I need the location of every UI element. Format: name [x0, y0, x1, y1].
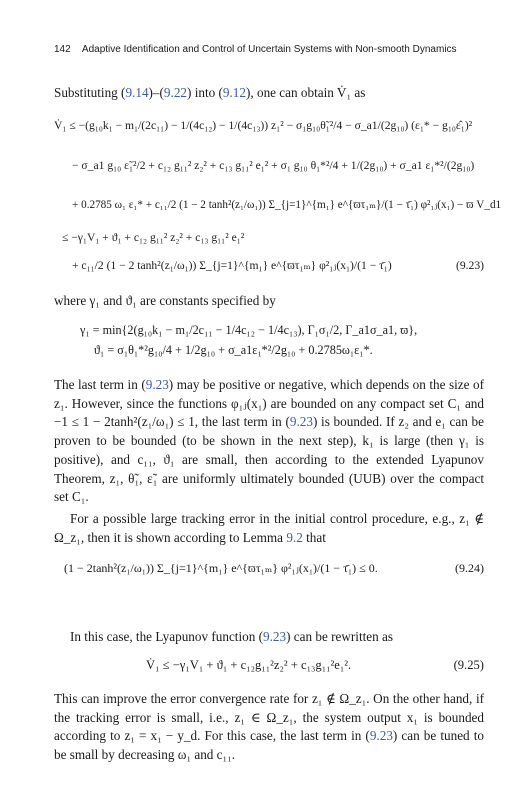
lemma-link[interactable]: 9.2: [286, 529, 303, 545]
equation-9-25: [146, 657, 484, 675]
equation-link[interactable]: 9.23: [289, 414, 313, 430]
para2-text-b: that: [302, 529, 326, 545]
equation-number: (9.23): [455, 259, 484, 272]
para4-text-a: This can improve the error convergence rate for z₁ ∉ Ω_z₁. On the other hand, if the tracking error is small, i.e., z₁ ∈ Ω_z₁, the system output x₁ is bounded according to z₁ = x₁ − y_d. For this case, the last term in (: [54, 691, 484, 744]
equation-9-24: [64, 560, 484, 577]
para4-text-b: ) can be tuned to be small by decreasing ω₁ and c₁₁.: [54, 728, 484, 763]
eq-9-25-expr: V̇₁ ≤ −γ₁V₁ + ϑ₁ + c₁₂g₁₁²z₂² + c₁₃g₁₁²e₁².: [146, 658, 352, 672]
equation-link[interactable]: 9.14: [125, 85, 149, 100]
intro-line: [54, 84, 484, 103]
eq-9-23-line-4: ≤ −γ₁V₁ + ϑ₁ + c₁₂ g₁₁² z₂² + c₁₃ g₁₁² e₁²: [62, 231, 245, 244]
para1-text-a: The last term in (: [54, 377, 146, 392]
paragraph-1: [54, 376, 484, 507]
where-line: where γ₁ and ϑ₁ are constants specified by: [54, 293, 276, 308]
equation-number: (9.25): [453, 658, 484, 672]
eq-9-24-expr: (1 − 2tanh²(z₁/ω₁)) Σ_{j=1}^{m₁} e^{ϖτ₁ₘ} φ²₁ⱼ(x₁)/(1 − τ̄₁) ≤ 0.: [64, 561, 378, 575]
para1-text-b: ) may be positive or negative, which depends on the size of z₁. However, since the functions φ₁ⱼ(x₁) are bounded on any compact set C₁ and −1 ≤ 1 − 2tanh²(z₁/ω₁) ≤ 1, the last term in (: [54, 377, 484, 430]
intro-text-d: ), one can obtain V̇₁ as: [245, 85, 366, 100]
equation-link[interactable]: 9.23: [145, 377, 169, 392]
equation-link[interactable]: 9.23: [263, 629, 287, 644]
theta-definition: ϑ₁ = σ₁θ₁*²g₁₀/4 + 1/2g₁₀ + σ_a1ε₁*²/2g₁₀ + 0.2785ω₁ε₁*.: [94, 343, 373, 357]
eq-9-23-line-2: − σ_a1 g₁₀ ε̃₁²/2 + c₁₂ g₁₁² z₂² + c₁₃ g₁₁² e₁² + σ₁ g₁₀ θ₁*²/4 + 1/(2g₁₀) + σ_a1 ε₁*²/(2g₁₀): [72, 159, 475, 172]
eq-9-23-line-5-expr: + c₁₁/2 (1 − 2 tanh²(z₁/ω₁)) Σ_{j=1}^{m₁} e^{ϖτ₁ₘ} φ²₁ⱼ(x₁)/(1 − τ̄₁): [72, 259, 392, 272]
equation-link[interactable]: 9.23: [369, 728, 393, 744]
paragraph-4: [54, 690, 484, 765]
equation-number: (9.24): [455, 561, 484, 575]
paragraph-3: [54, 628, 484, 647]
intro-text-c: ) into (: [187, 85, 223, 100]
paragraph-2: [54, 510, 484, 547]
equation-link[interactable]: 9.12: [222, 85, 246, 100]
gamma-definition: γ₁ = min{2(g₁₀k₁ − m₁/2c₁₁ − 1/4c₁₂ − 1/4c₁₃), Γ₁σ₁/2, Γ_a1σ_a1, ϖ},: [80, 323, 418, 337]
eq-9-23-line-3: + 0.2785 ω₁ ε₁* + c₁₁/2 (1 − 2 tanh²(z₁/ω₁)) Σ_{j=1}^{m₁} e^{ϖτ₁ₘ}/(1 − τ̄₁) φ²₁ⱼ(x₁) − ϖ V_d1: [72, 199, 502, 211]
running-header: [54, 43, 484, 57]
running-title: Adaptive Identification and Control of Uncertain Systems with Non-smooth Dynamics: [81, 44, 457, 55]
para3-text-a: In this case, the Lyapunov function (: [70, 629, 264, 644]
eq-9-23-line-5: [72, 258, 484, 274]
equation-link[interactable]: 9.22: [163, 85, 187, 100]
eq-9-23-line-1: V̇₁ ≤ −(g₁₀k₁ − m₁/(2c₁₁) − 1/(4c₁₂) − 1/(4c₁₃)) z₁² − σ₁g₁₀θ̃₁²/4 − σ_a1/(2g₁₀) (ε₁* − g₁₀ε̂₁)²: [54, 119, 473, 132]
intro-text-a: Substituting (: [54, 85, 126, 100]
para3-text-b: ) can be rewritten as: [286, 629, 394, 644]
page-number: 142: [54, 44, 71, 55]
para1-text-c: ) is bounded. If z₂ and e₁ can be proven to be bounded (to be shown in the next step), k₁ is large (then γ₁ is positive), and c₁₁, ϑ₁ are small, then according to the extended Lyapunov Theorem, z₁, θ̃₁, ε̃₁ are uniformly ultimately bounded (UUB) over the compact set C₁.: [54, 414, 484, 505]
intro-text-b: )–(: [148, 85, 164, 100]
para2-text-a: For a possible large tracking error in the initial control procedure, e.g., z₁ ∉ Ω_z₁, then it is shown according to Lemma: [54, 511, 484, 545]
